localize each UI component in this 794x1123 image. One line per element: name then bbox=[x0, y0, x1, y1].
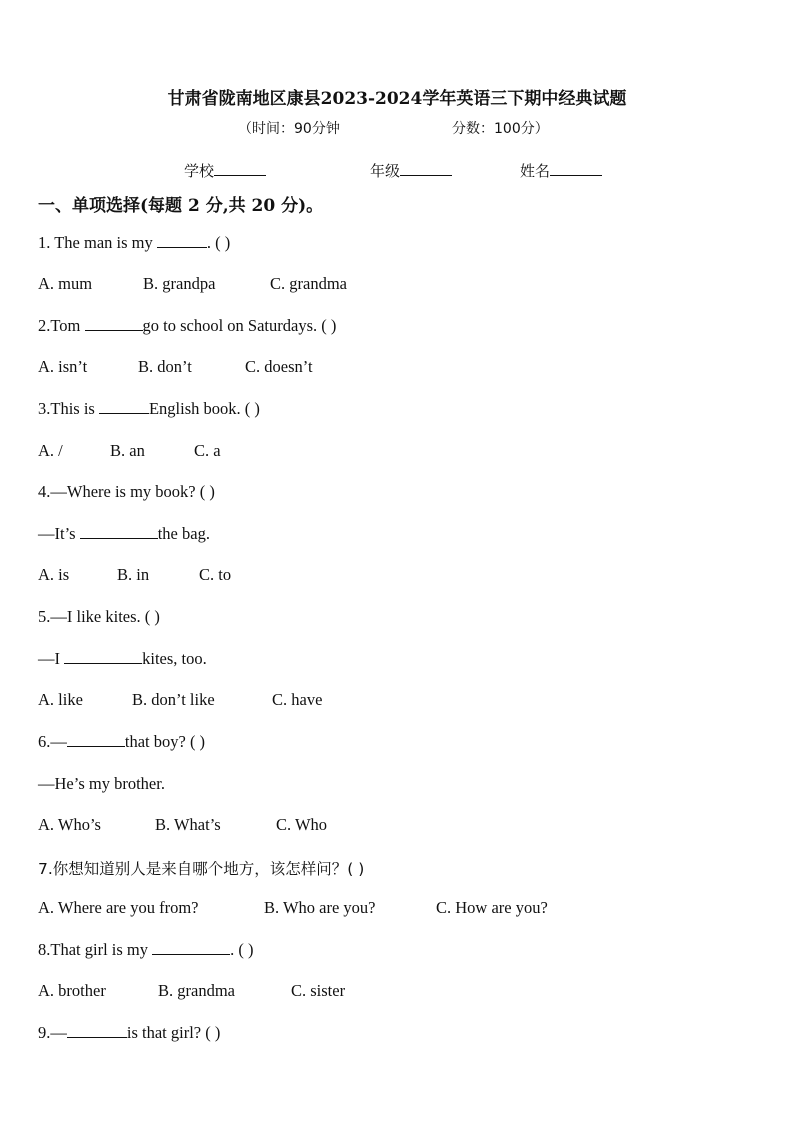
grade-field bbox=[370, 160, 452, 181]
question-text: 8.That girl is my bbox=[38, 940, 153, 959]
options-7 bbox=[38, 898, 548, 918]
question-text: that boy? ( ) bbox=[124, 732, 206, 751]
answer-blank[interactable] bbox=[157, 233, 207, 248]
question-text: 9.— bbox=[38, 1023, 67, 1042]
option-a[interactable]: A. brother bbox=[38, 981, 106, 1000]
options-8 bbox=[38, 981, 345, 1001]
question-text: the bag. bbox=[157, 524, 210, 543]
question-text: 6.— bbox=[38, 732, 67, 751]
question-5-line2 bbox=[38, 649, 207, 669]
question-text: 1. The man is my bbox=[38, 233, 157, 252]
option-b[interactable]: B. What’s bbox=[155, 815, 221, 834]
school-label: 学校 bbox=[184, 162, 215, 180]
option-b[interactable]: B. Who are you? bbox=[264, 898, 376, 917]
question-text: English book. ( ) bbox=[148, 399, 260, 418]
answer-blank[interactable] bbox=[67, 732, 125, 747]
option-b[interactable]: B. an bbox=[110, 441, 145, 460]
question-text: 3.This is bbox=[38, 399, 99, 418]
exam-score: 分数：100分） bbox=[452, 121, 549, 137]
exam-title: 甘肃省陇南地区康县2023-2024学年英语三下期中经典试题 bbox=[167, 89, 627, 109]
option-c[interactable]: C. a bbox=[194, 441, 221, 460]
option-c[interactable]: C. doesn’t bbox=[245, 357, 313, 376]
school-blank[interactable] bbox=[214, 161, 266, 176]
options-4 bbox=[38, 565, 231, 585]
option-c[interactable]: C. How are you? bbox=[436, 898, 548, 917]
question-7: 7.你想知道别人是来自哪个地方，该怎样问？( ) bbox=[38, 860, 365, 878]
question-8 bbox=[38, 940, 254, 960]
question-6-line2: —He’s my brother. bbox=[38, 774, 165, 793]
question-2 bbox=[38, 316, 336, 336]
option-b[interactable]: B. grandma bbox=[158, 981, 235, 1000]
answer-blank[interactable] bbox=[67, 1023, 127, 1038]
question-1 bbox=[38, 233, 230, 253]
option-b[interactable]: B. grandpa bbox=[143, 274, 216, 293]
option-a[interactable]: A. isn’t bbox=[38, 357, 88, 376]
name-label: 姓名 bbox=[520, 162, 551, 180]
option-a[interactable]: A. is bbox=[38, 565, 70, 584]
question-text: is that girl? ( ) bbox=[126, 1023, 221, 1042]
option-a[interactable]: A. mum bbox=[38, 274, 93, 293]
option-c[interactable]: C. grandma bbox=[270, 274, 347, 293]
grade-label: 年级 bbox=[370, 162, 401, 180]
answer-blank[interactable] bbox=[64, 649, 142, 664]
options-2 bbox=[38, 357, 313, 377]
option-c[interactable]: C. Who bbox=[276, 815, 328, 834]
options-5 bbox=[38, 690, 322, 710]
question-4: 4.—Where is my book? ( ) bbox=[38, 482, 215, 501]
question-text: kites, too. bbox=[142, 649, 207, 668]
options-3 bbox=[38, 441, 221, 461]
answer-blank[interactable] bbox=[152, 940, 230, 955]
grade-blank[interactable] bbox=[400, 161, 452, 176]
answer-blank[interactable] bbox=[85, 316, 143, 331]
option-b[interactable]: B. don’t bbox=[138, 357, 192, 376]
answer-blank[interactable] bbox=[80, 524, 158, 539]
question-5: 5.—I like kites. ( ) bbox=[38, 607, 160, 626]
name-field bbox=[520, 160, 602, 181]
question-6 bbox=[38, 732, 205, 752]
exam-time: （时间：90分钟 bbox=[238, 121, 340, 137]
section-heading: 一、单项选择(每题 2 分,共 20 分)。 bbox=[38, 196, 324, 216]
question-text: —It’s bbox=[38, 524, 80, 543]
answer-blank[interactable] bbox=[99, 399, 149, 414]
name-blank[interactable] bbox=[550, 161, 602, 176]
school-field bbox=[184, 160, 266, 181]
option-a[interactable]: A. Where are you from? bbox=[38, 898, 199, 917]
option-c[interactable]: C. have bbox=[272, 690, 323, 709]
question-9 bbox=[38, 1023, 220, 1043]
question-text: —I bbox=[38, 649, 65, 668]
option-b[interactable]: B. don’t like bbox=[132, 690, 215, 709]
question-text: . ( ) bbox=[206, 233, 231, 252]
question-4-line2 bbox=[38, 524, 210, 544]
option-a[interactable]: A. like bbox=[38, 690, 83, 709]
question-3 bbox=[38, 399, 260, 419]
question-text: 2.Tom bbox=[38, 316, 85, 335]
option-a[interactable]: A. / bbox=[38, 441, 63, 460]
options-6 bbox=[38, 815, 327, 835]
options-1 bbox=[38, 274, 347, 294]
question-text: . ( ) bbox=[230, 940, 254, 959]
question-text: go to school on Saturdays. ( ) bbox=[142, 316, 337, 335]
option-a[interactable]: A. Who’s bbox=[38, 815, 101, 834]
option-c[interactable]: C. sister bbox=[291, 981, 346, 1000]
option-b[interactable]: B. in bbox=[117, 565, 150, 584]
option-c[interactable]: C. to bbox=[199, 565, 232, 584]
